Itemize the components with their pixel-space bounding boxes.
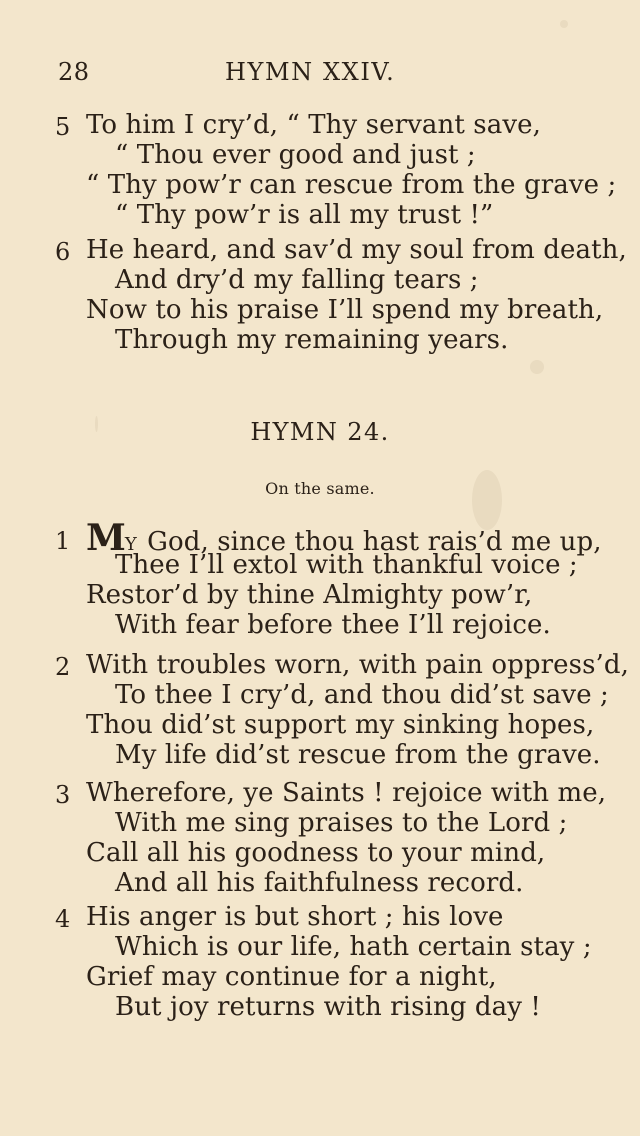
verse-line: His anger is but short ; his love <box>86 902 504 932</box>
page-number: 28 <box>58 58 90 86</box>
verse-line: Which is our life, hath certain stay ; <box>115 932 592 962</box>
stanza-number: 6 <box>55 238 71 266</box>
hymn-subtitle: On the same. <box>265 479 375 498</box>
verse-line: He heard, and sav’d my soul from death, <box>86 235 627 265</box>
verse-line: Now to his praise I’ll spend my breath, <box>86 295 604 325</box>
verse-line: “ Thy pow’r is all my trust !” <box>115 200 494 230</box>
verse-line: Restor’d by thine Almighty pow’r, <box>86 580 533 610</box>
verse-line: But joy returns with rising day ! <box>115 992 541 1022</box>
stanza-number: 2 <box>55 653 71 681</box>
verse-line: “ Thou ever good and just ; <box>115 140 476 170</box>
verse-line: Thou did’st support my sinking hopes, <box>86 710 595 740</box>
verse-line: Wherefore, ye Saints ! rejoice with me, <box>86 778 607 808</box>
running-title: HYMN XXIV. <box>225 58 396 86</box>
paper-stain <box>560 20 568 28</box>
stanza-number: 5 <box>55 113 71 141</box>
verse-line: Through my remaining years. <box>115 325 509 355</box>
drop-cap: M <box>86 517 125 559</box>
running-head <box>0 58 640 92</box>
verse-line: With troubles worn, with pain oppress’d, <box>86 650 629 680</box>
stanza-number: 4 <box>55 905 71 933</box>
verse-line: To thee I cry’d, and thou did’st save ; <box>115 680 609 710</box>
verse-line-text: God, since thou hast rais’d me up, <box>138 527 602 557</box>
verse-line: And all his faithfulness record. <box>115 868 524 898</box>
verse-line: Call all his goodness to your mind, <box>86 838 546 868</box>
paper-stain <box>530 360 544 374</box>
verse-line: My life did’st rescue from the grave. <box>115 740 601 770</box>
verse-line: And dry’d my falling tears ; <box>115 265 479 295</box>
hymn-title: HYMN 24. <box>250 418 390 446</box>
small-cap: Y <box>124 534 139 555</box>
stanza-number: 1 <box>55 527 71 555</box>
verse-line: To him I cry’d, “ Thy servant save, <box>86 110 541 140</box>
verse-line: Thee I’ll extol with thankful voice ; <box>115 550 578 580</box>
verse-line: Grief may continue for a night, <box>86 962 497 992</box>
verse-line: With me sing praises to the Lord ; <box>115 808 568 838</box>
verse-line: “ Thy pow’r can rescue from the grave ; <box>86 170 617 200</box>
verse-line: With fear before thee I’ll rejoice. <box>115 610 551 640</box>
stanza-number: 3 <box>55 781 71 809</box>
